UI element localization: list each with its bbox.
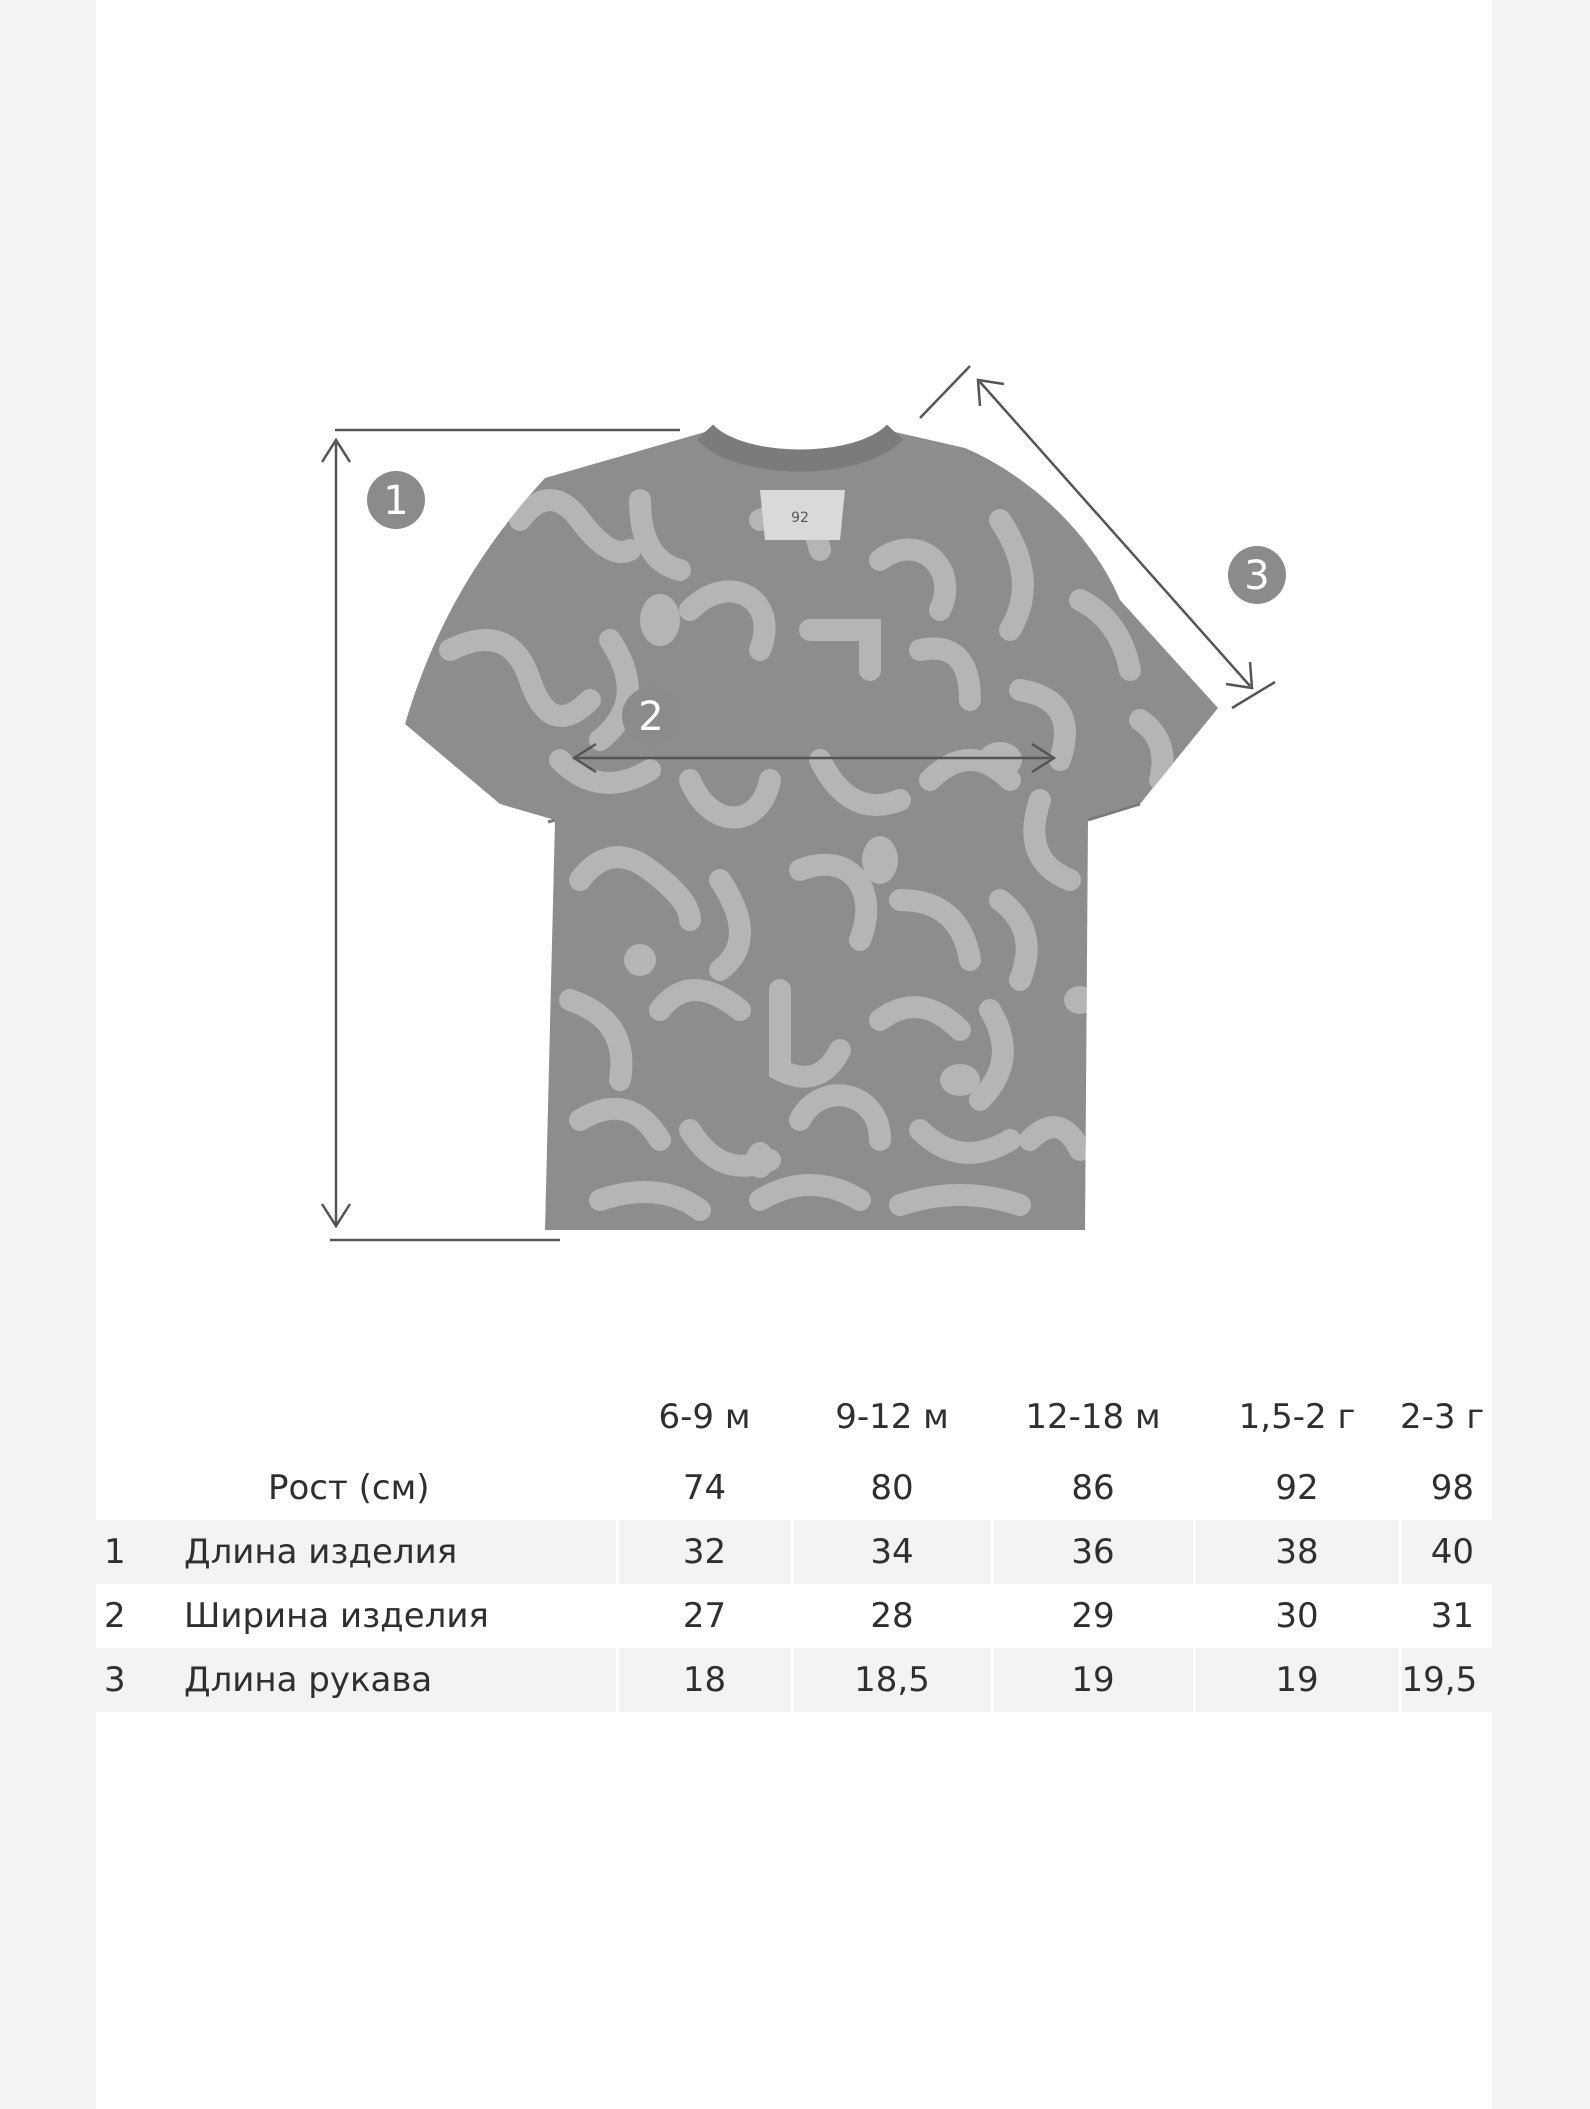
row-label: Ширина изделия bbox=[184, 1596, 489, 1636]
badge-3 bbox=[1228, 546, 1286, 604]
table-row bbox=[96, 1520, 1492, 1584]
size-header: 2-3 г bbox=[1400, 1397, 1485, 1437]
table-cell: 18,5 bbox=[792, 1648, 992, 1712]
row-label: Длина изделия bbox=[176, 1520, 617, 1584]
garment-tag-text: 92 bbox=[791, 510, 809, 526]
table-cell: 86 bbox=[1071, 1468, 1115, 1508]
row-number: 1 bbox=[96, 1520, 176, 1584]
size-header-row bbox=[96, 1378, 1492, 1456]
row-number: 2 bbox=[104, 1596, 126, 1636]
table-cell: 40 bbox=[1400, 1520, 1492, 1584]
badge-2 bbox=[622, 687, 680, 745]
table-cell: 32 bbox=[617, 1520, 792, 1584]
table-cell: 34 bbox=[792, 1520, 992, 1584]
table-cell: 31 bbox=[1430, 1596, 1474, 1636]
svg-text:3: 3 bbox=[1244, 553, 1270, 599]
table-cell: 74 bbox=[682, 1468, 727, 1508]
svg-text:1: 1 bbox=[383, 478, 409, 524]
table-cell: 98 bbox=[1430, 1468, 1474, 1508]
table-cell: 28 bbox=[870, 1596, 914, 1636]
row-label: Рост (см) bbox=[268, 1468, 430, 1508]
table-cell: 92 bbox=[1275, 1468, 1319, 1508]
table-cell: 18 bbox=[617, 1648, 792, 1712]
table-cell: 19 bbox=[1194, 1648, 1400, 1712]
table-cell: 30 bbox=[1275, 1596, 1319, 1636]
table-cell: 80 bbox=[870, 1468, 914, 1508]
row-number: 3 bbox=[96, 1648, 176, 1712]
table-row bbox=[96, 1648, 1492, 1712]
size-header: 1,5-2 г bbox=[1238, 1397, 1356, 1437]
size-table bbox=[96, 1378, 1492, 1712]
table-row bbox=[96, 1584, 1492, 1648]
table-cell: 19 bbox=[992, 1648, 1194, 1712]
badge-1 bbox=[367, 471, 425, 529]
table-cell: 36 bbox=[992, 1520, 1194, 1584]
shirt-collar bbox=[705, 432, 895, 461]
row-label: Длина рукава bbox=[176, 1648, 617, 1712]
table-cell: 27 bbox=[682, 1596, 727, 1636]
size-header: 6-9 м bbox=[658, 1397, 751, 1437]
table-cell: 29 bbox=[1071, 1596, 1115, 1636]
svg-text:2: 2 bbox=[638, 694, 664, 740]
table-cell: 38 bbox=[1194, 1520, 1400, 1584]
size-header: 9-12 м bbox=[835, 1397, 949, 1437]
table-row bbox=[96, 1456, 1492, 1520]
table-cell: 19,5 bbox=[1400, 1648, 1492, 1712]
size-header: 12-18 м bbox=[1025, 1397, 1161, 1437]
tshirt-icon bbox=[405, 432, 1218, 1230]
